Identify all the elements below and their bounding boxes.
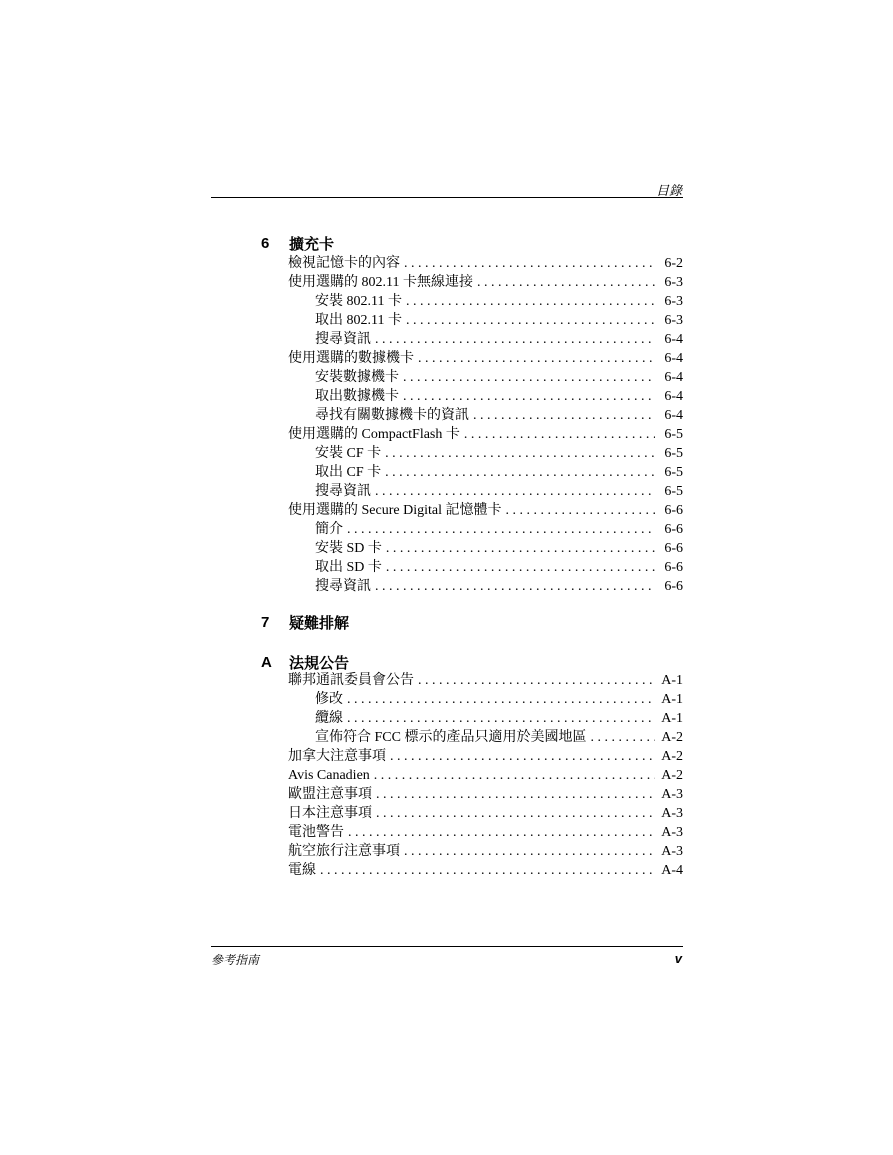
toc-entry-page: 6-4 <box>664 389 683 404</box>
toc-entry-page: A-3 <box>661 806 683 821</box>
chapter-heading <box>261 652 349 672</box>
dot-leader <box>505 501 655 520</box>
toc-entry[interactable] <box>288 292 683 311</box>
toc-entry-page: A-3 <box>661 825 683 840</box>
toc-entry-title: 電池警告 <box>288 825 344 840</box>
toc-entry-page: A-4 <box>661 863 683 878</box>
toc-entry[interactable] <box>288 861 683 880</box>
toc-entry[interactable] <box>288 785 683 804</box>
toc-entry-page: 6-4 <box>664 332 683 347</box>
toc-entry-page: A-3 <box>661 787 683 802</box>
dot-leader <box>404 254 655 273</box>
toc-entry-page: 6-4 <box>664 408 683 423</box>
toc-entry-page: 6-6 <box>664 579 683 594</box>
toc-entry-title: 纜線 <box>315 711 343 726</box>
dot-leader <box>386 558 655 577</box>
dot-leader <box>375 330 655 349</box>
dot-leader <box>473 406 655 425</box>
toc-entry[interactable] <box>288 330 683 349</box>
dot-leader <box>348 823 655 842</box>
toc-list <box>288 671 683 880</box>
toc-entry-page: 6-5 <box>664 484 683 499</box>
running-header-title: 目錄 <box>655 183 682 198</box>
chapter-number: 7 <box>261 613 270 631</box>
dot-leader <box>347 690 655 709</box>
toc-entry-title: 電線 <box>288 863 316 878</box>
toc-entry[interactable] <box>288 520 683 539</box>
toc-entry-page: A-3 <box>661 844 683 859</box>
toc-entry-title: 航空旅行注意事項 <box>288 844 400 859</box>
toc-entry[interactable] <box>288 463 683 482</box>
toc-entry-title: 使用選購的 CompactFlash 卡 <box>288 427 460 442</box>
dot-leader <box>418 349 655 368</box>
toc-entry-page: A-2 <box>661 749 683 764</box>
toc-entry-title: 取出 CF 卡 <box>315 465 382 480</box>
dot-leader <box>320 861 655 880</box>
toc-list <box>288 254 683 596</box>
toc-entry-title: 取出 802.11 卡 <box>315 313 402 328</box>
toc-entry[interactable] <box>288 558 683 577</box>
toc-entry-page: 6-3 <box>664 275 683 290</box>
dot-leader <box>385 444 655 463</box>
toc-entry-page: 6-3 <box>664 313 683 328</box>
chapter-heading <box>261 233 334 253</box>
toc-entry[interactable] <box>288 671 683 690</box>
toc-entry[interactable] <box>288 425 683 444</box>
dot-leader <box>386 539 655 558</box>
toc-entry-title: 修改 <box>315 692 343 707</box>
toc-entry[interactable] <box>288 273 683 292</box>
toc-entry-title: 使用選購的 Secure Digital 記憶體卡 <box>288 503 502 518</box>
dot-leader <box>374 766 655 785</box>
toc-entry-title: 聯邦通訊委員會公告 <box>288 673 414 688</box>
toc-entry-title: 宣佈符合 FCC 標示的產品只適用於美國地區 <box>315 730 587 745</box>
toc-entry-title: 日本注意事項 <box>288 806 372 821</box>
dot-leader <box>477 273 655 292</box>
dot-leader <box>406 311 655 330</box>
header-rule <box>211 197 683 198</box>
toc-entry[interactable] <box>288 747 683 766</box>
toc-entry[interactable] <box>288 368 683 387</box>
toc-entry[interactable] <box>288 823 683 842</box>
toc-entry-title: 使用選購的 802.11 卡無線連接 <box>288 275 473 290</box>
toc-entry-page: 6-5 <box>664 446 683 461</box>
toc-entry-title: 使用選購的數據機卡 <box>288 351 414 366</box>
toc-entry-title: 取出 SD 卡 <box>315 560 382 575</box>
chapter-title: 疑難排解 <box>289 614 350 632</box>
dot-leader <box>403 368 655 387</box>
dot-leader <box>464 425 655 444</box>
toc-entry-page: 6-6 <box>664 503 683 518</box>
toc-entry-title: 安裝 SD 卡 <box>315 541 382 556</box>
dot-leader <box>376 785 655 804</box>
chapter-heading <box>261 612 349 632</box>
toc-entry[interactable] <box>288 842 683 861</box>
toc-entry-page: A-1 <box>661 673 683 688</box>
dot-leader <box>390 747 655 766</box>
toc-entry[interactable] <box>288 728 683 747</box>
toc-entry-title: 搜尋資訊 <box>315 332 371 347</box>
toc-entry-title: 簡介 <box>315 522 343 537</box>
toc-entry[interactable] <box>288 387 683 406</box>
toc-entry-title: 尋找有關數據機卡的資訊 <box>315 408 469 423</box>
chapter-number: 6 <box>261 234 270 252</box>
toc-entry-title: 搜尋資訊 <box>315 484 371 499</box>
toc-entry[interactable] <box>288 444 683 463</box>
toc-entry[interactable] <box>288 501 683 520</box>
toc-entry-title: 檢視記憶卡的內容 <box>288 256 400 271</box>
toc-entry[interactable] <box>288 311 683 330</box>
toc-entry-page: 6-5 <box>664 427 683 442</box>
toc-entry-page: 6-4 <box>664 351 683 366</box>
toc-entry-page: 6-6 <box>664 522 683 537</box>
footer-book-title: 參考指南 <box>211 953 260 967</box>
dot-leader <box>403 387 655 406</box>
toc-entry[interactable] <box>288 349 683 368</box>
toc-entry-title: Avis Canadien <box>288 768 370 783</box>
toc-entry[interactable] <box>288 766 683 785</box>
dot-leader <box>418 671 655 690</box>
dot-leader <box>406 292 655 311</box>
toc-entry[interactable] <box>288 690 683 709</box>
toc-entry[interactable] <box>288 254 683 273</box>
dot-leader <box>376 804 655 823</box>
dot-leader <box>347 520 655 539</box>
toc-entry-page: A-2 <box>661 730 683 745</box>
dot-leader <box>385 463 655 482</box>
toc-entry-page: 6-4 <box>664 370 683 385</box>
toc-entry-title: 搜尋資訊 <box>315 579 371 594</box>
toc-entry-page: 6-3 <box>664 294 683 309</box>
toc-entry[interactable] <box>288 482 683 501</box>
toc-entry-title: 安裝 CF 卡 <box>315 446 382 461</box>
chapter-title: 擴充卡 <box>289 235 335 253</box>
chapter-number: A <box>261 653 272 671</box>
toc-entry[interactable] <box>288 406 683 425</box>
toc-entry-title: 取出數據機卡 <box>315 389 399 404</box>
dot-leader <box>590 728 655 747</box>
toc-entry[interactable] <box>288 709 683 728</box>
footer-rule <box>211 946 683 947</box>
toc-entry-title: 安裝 802.11 卡 <box>315 294 402 309</box>
toc-entry-title: 加拿大注意事項 <box>288 749 386 764</box>
toc-entry-page: A-1 <box>661 692 683 707</box>
toc-entry-page: 6-2 <box>664 256 683 271</box>
toc-entry-page: 6-5 <box>664 465 683 480</box>
toc-entry-page: 6-6 <box>664 560 683 575</box>
footer-page-number: v <box>674 951 682 966</box>
toc-entry[interactable] <box>288 577 683 596</box>
dot-leader <box>347 709 655 728</box>
toc-entry-title: 安裝數據機卡 <box>315 370 399 385</box>
dot-leader <box>404 842 655 861</box>
toc-entry-page: 6-6 <box>664 541 683 556</box>
toc-entry-page: A-2 <box>661 768 683 783</box>
chapter-title: 法規公告 <box>289 654 350 672</box>
toc-entry-title: 歐盟注意事項 <box>288 787 372 802</box>
toc-entry-page: A-1 <box>661 711 683 726</box>
toc-entry[interactable] <box>288 804 683 823</box>
dot-leader <box>375 577 655 596</box>
toc-entry[interactable] <box>288 539 683 558</box>
dot-leader <box>375 482 655 501</box>
